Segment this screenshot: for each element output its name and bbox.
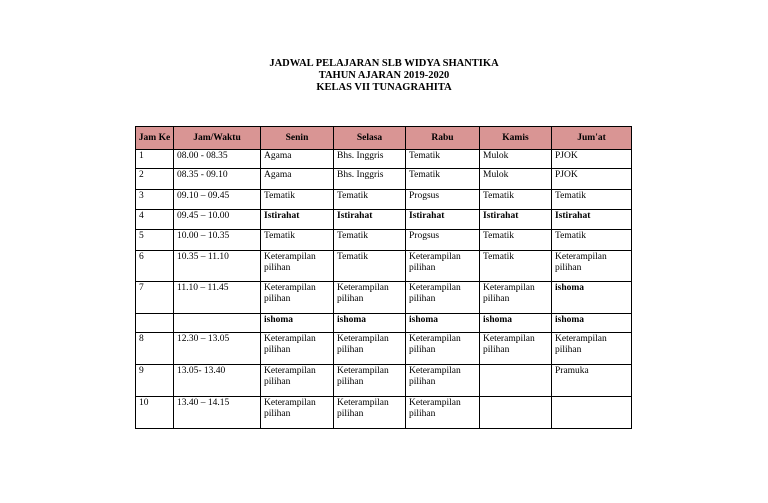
table-row	[136, 210, 632, 230]
header-kamis: Kamis	[480, 127, 552, 150]
table-cell: Tematik	[480, 251, 552, 282]
table-cell	[174, 314, 261, 333]
table-cell: Tematik	[480, 190, 552, 210]
table-cell: Keterampilan pilihan	[406, 251, 480, 282]
header-jam-ke: Jam Ke	[136, 127, 174, 150]
table-cell: Tematik	[552, 190, 632, 210]
table-cell: 3	[136, 190, 174, 210]
table-cell: Keterampilan pilihan	[261, 397, 334, 429]
table-cell: ishoma	[261, 314, 334, 333]
table-cell: Keterampilan pilihan	[406, 397, 480, 429]
table-cell: Tematik	[261, 190, 334, 210]
table-row	[136, 150, 632, 169]
table-cell: Tematik	[480, 230, 552, 251]
table-cell: Istirahat	[334, 210, 406, 230]
table-cell: 6	[136, 251, 174, 282]
title-line-3: KELAS VII TUNAGRAHITA	[316, 82, 452, 93]
table-cell: Istirahat	[261, 210, 334, 230]
schedule-table	[135, 126, 632, 429]
table-row	[136, 169, 632, 190]
table-cell: Mulok	[480, 169, 552, 190]
table-row	[136, 314, 632, 333]
table-cell: 5	[136, 230, 174, 251]
table-cell: 12.30 – 13.05	[174, 333, 261, 365]
table-cell: Keterampilan pilihan	[406, 365, 480, 397]
table-cell	[480, 365, 552, 397]
table-cell	[552, 397, 632, 429]
table-cell: Pramuka	[552, 365, 632, 397]
table-cell: ishoma	[552, 314, 632, 333]
table-cell: Progsus	[406, 230, 480, 251]
table-cell: Tematik	[406, 150, 480, 169]
table-cell: Keterampilan pilihan	[334, 282, 406, 314]
table-row	[136, 397, 632, 429]
table-cell: 7	[136, 282, 174, 314]
table-row	[136, 365, 632, 397]
table-row	[136, 282, 632, 314]
table-cell: Keterampilan pilihan	[552, 251, 632, 282]
table-cell: ishoma	[552, 282, 632, 314]
table-cell: Bhs. Inggris	[334, 169, 406, 190]
table-cell: Keterampilan pilihan	[406, 282, 480, 314]
table-cell: 13.05- 13.40	[174, 365, 261, 397]
table-cell: Istirahat	[552, 210, 632, 230]
table-cell: Bhs. Inggris	[334, 150, 406, 169]
table-cell: Keterampilan pilihan	[480, 333, 552, 365]
table-cell: 09.45 – 10.00	[174, 210, 261, 230]
table-cell: 11.10 – 11.45	[174, 282, 261, 314]
table-cell: Tematik	[334, 190, 406, 210]
table-cell: Progsus	[406, 190, 480, 210]
table-cell: Keterampilan pilihan	[406, 333, 480, 365]
table-cell: Keterampilan pilihan	[261, 365, 334, 397]
table-cell: 10.00 – 10.35	[174, 230, 261, 251]
table-cell: Agama	[261, 150, 334, 169]
table-cell: Keterampilan pilihan	[261, 333, 334, 365]
header-rabu: Rabu	[406, 127, 480, 150]
table-cell: Tematik	[334, 230, 406, 251]
table-cell: Mulok	[480, 150, 552, 169]
table-cell: Tematik	[552, 230, 632, 251]
header-jumat: Jum'at	[552, 127, 632, 150]
table-cell: 4	[136, 210, 174, 230]
table-cell: Keterampilan pilihan	[552, 333, 632, 365]
table-cell: Tematik	[261, 230, 334, 251]
table-cell: 13.40 – 14.15	[174, 397, 261, 429]
table-cell: Keterampilan pilihan	[261, 282, 334, 314]
table-cell: 10.35 – 11.10	[174, 251, 261, 282]
table-cell: Keterampilan pilihan	[480, 282, 552, 314]
table-cell: Istirahat	[406, 210, 480, 230]
table-cell: 9	[136, 365, 174, 397]
header-row	[136, 127, 632, 150]
header-senin: Senin	[261, 127, 334, 150]
table-cell: ishoma	[334, 314, 406, 333]
table-cell: ishoma	[480, 314, 552, 333]
table-row	[136, 333, 632, 365]
table-row	[136, 230, 632, 251]
table-cell	[136, 314, 174, 333]
table-cell: 8	[136, 333, 174, 365]
table-cell: Tematik	[406, 169, 480, 190]
table-cell: 09.10 – 09.45	[174, 190, 261, 210]
table-cell: Keterampilan pilihan	[334, 365, 406, 397]
table-cell: Agama	[261, 169, 334, 190]
table-cell: 08.35 - 09.10	[174, 169, 261, 190]
header-jam-waktu: Jam/Waktu	[174, 127, 261, 150]
table-cell: 08.00 - 08.35	[174, 150, 261, 169]
header-selasa: Selasa	[334, 127, 406, 150]
title-line-1: JADWAL PELAJARAN SLB WIDYA SHANTIKA	[269, 58, 499, 69]
table-cell: Tematik	[334, 251, 406, 282]
table-cell: 1	[136, 150, 174, 169]
table-cell: Keterampilan pilihan	[261, 251, 334, 282]
table-cell: ishoma	[406, 314, 480, 333]
table-cell: 10	[136, 397, 174, 429]
title-line-2: TAHUN AJARAN 2019-2020	[318, 70, 450, 81]
table-cell	[480, 397, 552, 429]
table-cell: Istirahat	[480, 210, 552, 230]
table-cell: PJOK	[552, 169, 632, 190]
table-row	[136, 251, 632, 282]
table-cell: Keterampilan pilihan	[334, 397, 406, 429]
table-cell: Keterampilan pilihan	[334, 333, 406, 365]
table-row	[136, 190, 632, 210]
table-cell: PJOK	[552, 150, 632, 169]
document-title	[0, 58, 768, 94]
table-cell: 2	[136, 169, 174, 190]
